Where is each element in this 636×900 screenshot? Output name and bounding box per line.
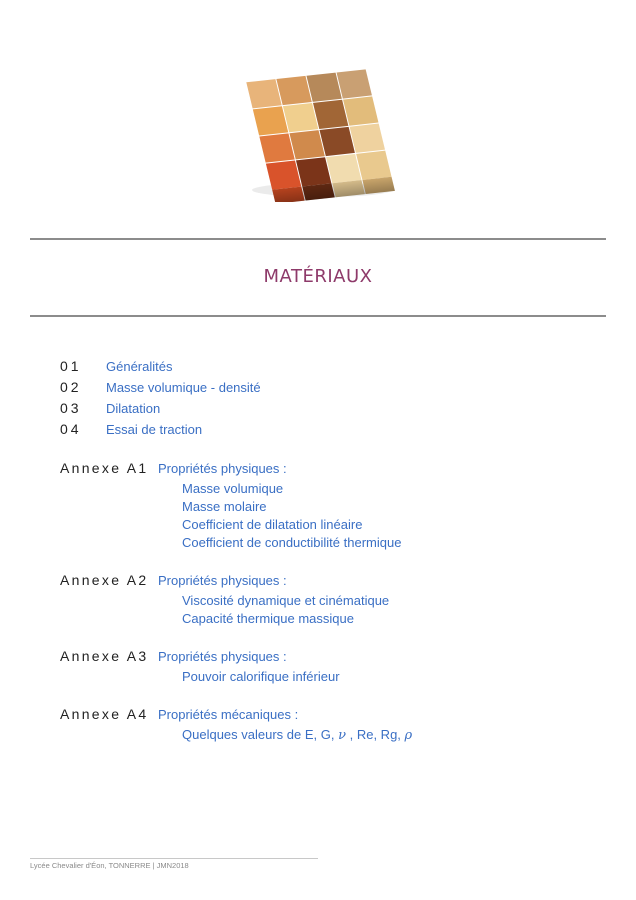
annex-id: Annexe A4 [60,706,149,722]
toc-item[interactable] [60,358,580,379]
annex-id: Annexe A2 [60,572,149,588]
annex-item-link[interactable]: Pouvoir calorifique inférieur [182,669,340,684]
toc-number: 03 [60,400,82,416]
annex-id: Annexe A1 [60,460,149,476]
item-text: Quelques valeurs de E, G, [182,727,339,742]
toc-link[interactable]: Généralités [106,359,173,374]
annex-title-link[interactable]: Propriétés mécaniques : [158,707,299,722]
annex-a2 [60,572,600,628]
page-title: MATÉRIAUX [263,266,373,287]
annex-a3 [60,648,600,686]
annex-item-link[interactable]: Coefficient de conductibilité thermique [182,535,402,550]
rho-symbol: ρ [404,728,413,743]
toc-number: 01 [60,358,82,374]
toc-number: 02 [60,379,82,395]
toc-item[interactable] [60,379,580,400]
annex-item-link[interactable]: Masse molaire [182,499,267,514]
toc-link[interactable]: Essai de traction [106,422,203,437]
annex-item-link[interactable]: Viscosité dynamique et cinématique [182,593,390,608]
toc-link[interactable]: Dilatation [106,401,161,416]
toc-item[interactable] [60,400,580,421]
table-of-contents [60,358,580,442]
annex-title-link[interactable]: Propriétés physiques : [158,573,287,588]
toc-item[interactable] [60,421,580,442]
wooden-blocks-image [236,62,404,202]
annex-a1 [60,460,600,552]
annex-item-link[interactable] [182,726,600,744]
annex-title-link[interactable]: Propriétés physiques : [158,461,287,476]
annex-item-link[interactable]: Coefficient de dilatation linéaire [182,517,363,532]
annex-a4 [60,706,600,744]
toc-number: 04 [60,421,82,437]
toc-link[interactable]: Masse volumique - densité [106,380,261,395]
footer-divider [30,858,318,859]
top-rule [30,238,606,240]
annex-title-link[interactable]: Propriétés physiques : [158,649,287,664]
annex-item-link[interactable]: Capacité thermique massique [182,611,354,626]
nu-symbol: ν [338,728,346,743]
item-text: , Re, Rg, [346,727,405,742]
footer-text: Lycée Chevalier d'Éon, TONNERRE | JMN2018 [30,861,189,870]
annex-item-link[interactable]: Masse volumique [182,481,284,496]
annex-id: Annexe A3 [60,648,149,664]
bottom-rule [30,315,606,317]
